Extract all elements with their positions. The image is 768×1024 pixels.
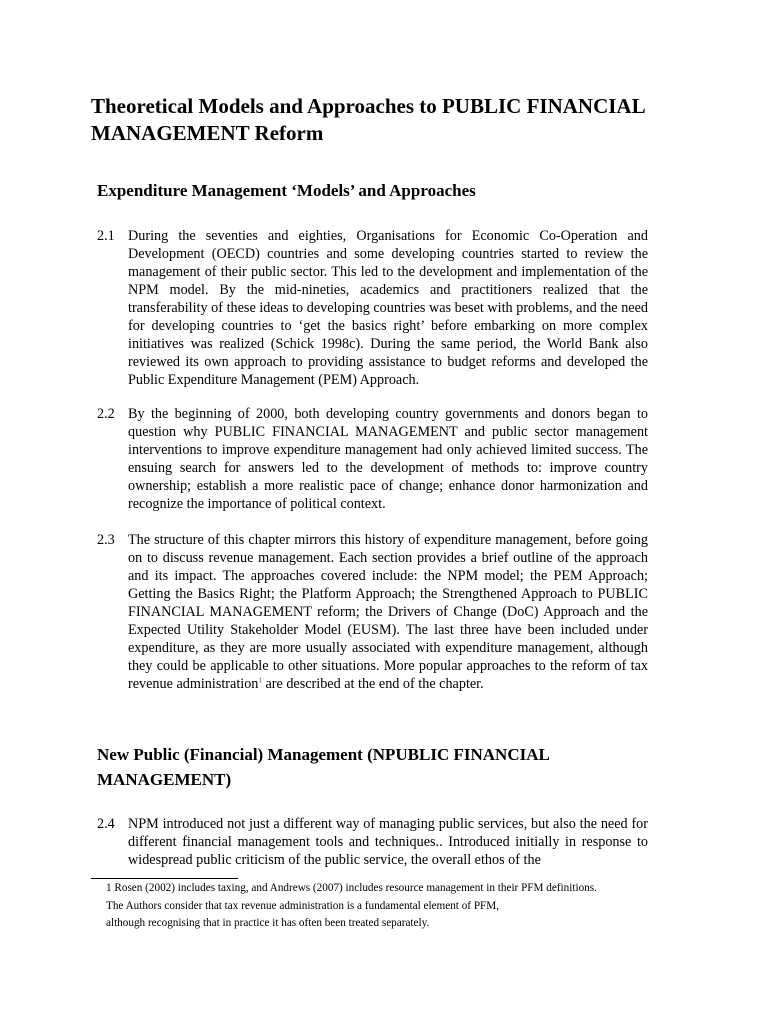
paragraph-number: 2.1 [97, 228, 115, 244]
paragraph-number: 2.4 [97, 816, 115, 832]
paragraph-text: The structure of this chapter mirrors this history of expenditure management, before going on to discuss revenue management. Each section provides a brief outline of the approach and its impact. The approaches covered include: the NPM model; the PEM Approach; Getting the Basics Right; the Platform Approach; the Strengthened Approach to PUBLIC FINANCIAL MANAGEMENT reform; the Drivers of Change (DoC) Approach and the Expected Utility Stakeholder Model (EUSM). The last three have been included under expenditure, as they are more usually associated with expenditure management, although they could be applicable to other situations. More popular approaches to the reform of tax revenue administration [128, 532, 648, 692]
footnote-line: The Authors consider that tax revenue administration is a fundamental element of PFM, [106, 899, 500, 912]
paragraph-text: By the beginning of 2000, both developing country governments and donors began to question why PUBLIC FINANCIAL MANAGEMENT and public sector management interventions to improve expenditure management had only achieved limited success. The ensuing search for answers led to the development of methods to: improve country ownership; establish a more realistic pace of change; enhance donor harmonization and recognize the importance of political context. [128, 406, 648, 512]
paragraph-text: During the seventies and eighties, Organisations for Economic Co-Operation and Development (OECD) countries and some developing countries started to review the management of their public sector. This led to the development and implementation of the NPM model. By the mid-nineties, academics and practitioners realized that the transferability of these ideas to developing countries was beset with problems, and the need for developing countries to ‘get the basics right’ before embarking on more complex initiatives was realized (Schick 1998c). During the same period, the World Bank also reviewed its own approach to providing assistance to budget reforms and developed the Public Expenditure Management (PEM) Approach. [128, 228, 648, 388]
paragraph-2-3 [97, 531, 648, 693]
paragraph-number: 2.3 [97, 532, 115, 548]
footnote-reference[interactable]: 1 [258, 676, 262, 685]
paragraph-text-continued: are described at the end of the chapter. [261, 676, 484, 692]
paragraph-2-1 [97, 227, 648, 389]
section-heading-new-public-financial-management: New Public (Financial) Management (NPUBLIC FINANCIAL MANAGEMENT) [97, 745, 549, 789]
paragraph-2-2 [97, 405, 648, 513]
footnote-line: although recognising that in practice it has often been treated separately. [106, 917, 430, 929]
footnote [106, 880, 706, 933]
page-title: Theoretical Models and Approaches to PUBLIC FINANCIAL MANAGEMENT Reform [91, 94, 645, 145]
paragraph-2-4 [97, 815, 648, 869]
paragraph-text: NPM introduced not just a different way of managing public services, but also the need for different financial management tools and techniques.. Introduced initially in response to widespread public criticism of the public service, the overall ethos of the [128, 816, 648, 868]
section-heading-expenditure-management: Expenditure Management ‘Models’ and Approaches [97, 181, 476, 200]
footnote-line: 1 Rosen (2002) includes taxing, and Andrews (2007) includes resource management in their PFM definitions. [106, 882, 597, 894]
footnote-separator [91, 878, 238, 879]
paragraph-number: 2.2 [97, 406, 115, 422]
paragraph-text-container [128, 531, 648, 693]
